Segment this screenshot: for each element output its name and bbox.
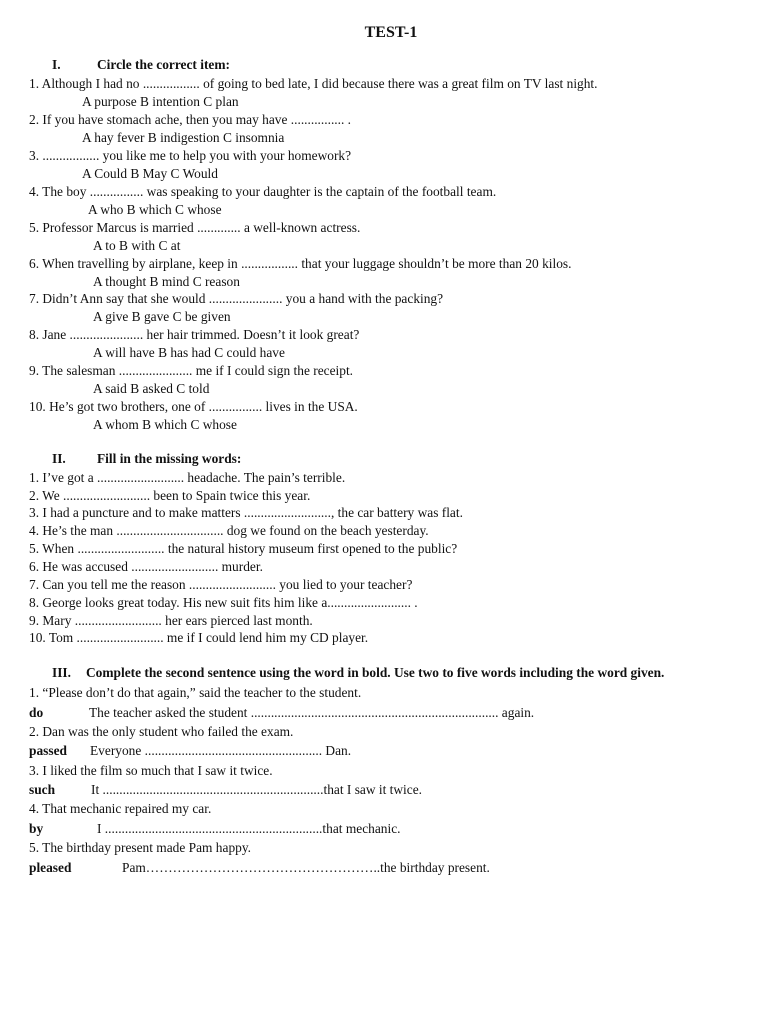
page-title: TEST-1 <box>364 24 418 41</box>
section-1-heading <box>52 57 230 73</box>
fill-item-4: 4. He’s the man ................................ dog we found on the beach yesterday. <box>29 523 429 538</box>
question-9: 9. The salesman ...................... me if I could sign the receipt. <box>29 363 354 378</box>
transform-sentence-1: 1. “Please don’t do that again,” said the teacher to the student. <box>29 685 362 700</box>
options-5: A to B with C at <box>93 238 181 253</box>
section-2-heading <box>52 451 241 467</box>
transform-sentence-3: 3. I liked the film so much that I saw it twice. <box>29 763 273 778</box>
question-7: 7. Didn’t Ann say that she would ...................... you a hand with the packing? <box>29 291 444 306</box>
question-6: 6. When travelling by airplane, keep in ................. that your luggage shouldn’t be more than 20 kilos. <box>29 256 572 271</box>
question-1: 1. Although I had no ................. of going to bed late, I did because there was a great film on TV last night. <box>29 76 598 91</box>
options-7: A give B gave C be given <box>93 309 231 324</box>
transform-target-2: Everyone ..................................................... Dan. <box>90 743 352 758</box>
options-4: A who B which C whose <box>88 202 222 217</box>
transform-target-4: I .................................................................that mechanic. <box>97 821 401 836</box>
options-3: A Could B May C Would <box>82 166 218 181</box>
options-8: A will have B has had C could have <box>93 345 285 360</box>
options-2: A hay fever B indigestion C insomnia <box>82 130 285 145</box>
question-3: 3. ................. you like me to help you with your homework? <box>29 148 352 163</box>
keyword-3: such <box>29 782 56 797</box>
options-10: A whom B which C whose <box>93 417 237 432</box>
section-3-title: Complete the second sentence using the word in bold. Use two to five words including the word given. <box>86 665 665 680</box>
section-2-title: Fill in the missing words: <box>97 451 242 466</box>
fill-item-3: 3. I had a puncture and to make matters .........................., the car battery was flat. <box>29 505 463 520</box>
question-4: 4. The boy ................ was speaking to your daughter is the captain of the football team. <box>29 184 497 199</box>
section-3-heading <box>52 665 664 681</box>
question-5: 5. Professor Marcus is married ............. a well-known actress. <box>29 220 361 235</box>
transform-target-3: It ..................................................................that I saw it twice. <box>91 782 423 797</box>
keyword-5: pleased <box>29 860 72 875</box>
fill-item-8: 8. George looks great today. His new suit fits him like a......................... . <box>29 595 418 610</box>
fill-item-2: 2. We .......................... been to Spain twice this year. <box>29 488 311 503</box>
keyword-1: do <box>29 705 44 720</box>
transform-sentence-4: 4. That mechanic repaired my car. <box>29 801 212 816</box>
fill-item-7: 7. Can you tell me the reason .......................... you lied to your teacher? <box>29 577 413 592</box>
fill-item-5: 5. When .......................... the natural history museum first opened to the public? <box>29 541 458 556</box>
question-10: 10. He’s got two brothers, one of ................ lives in the USA. <box>29 399 358 414</box>
section-1-number: I. <box>52 57 61 72</box>
options-9: A said B asked C told <box>93 381 210 396</box>
question-8: 8. Jane ...................... her hair trimmed. Doesn’t it look great? <box>29 327 360 342</box>
options-1: A purpose B intention C plan <box>82 94 239 109</box>
section-1-title: Circle the correct item: <box>97 57 230 72</box>
fill-item-1: 1. I’ve got a .......................... headache. The pain’s terrible. <box>29 470 346 485</box>
transform-target-1: The teacher asked the student .......................................................................... again. <box>89 705 535 720</box>
fill-item-6: 6. He was accused .......................... murder. <box>29 559 263 574</box>
keyword-2: passed <box>29 743 67 758</box>
section-2-number: II. <box>52 451 66 466</box>
transform-sentence-2: 2. Dan was the only student who failed the exam. <box>29 724 294 739</box>
options-6: A thought B mind C reason <box>93 274 240 289</box>
transform-sentence-5: 5. The birthday present made Pam happy. <box>29 840 252 855</box>
section-3-number: III. <box>52 665 71 680</box>
fill-item-10: 10. Tom .......................... me if I could lend him my CD player. <box>29 630 369 645</box>
fill-item-9: 9. Mary .......................... her ears pierced last month. <box>29 613 313 628</box>
transform-target-5: Pam……………………………………………..the birthday present. <box>122 860 490 875</box>
keyword-4: by <box>29 821 44 836</box>
question-2: 2. If you have stomach ache, then you may have ................ . <box>29 112 352 127</box>
